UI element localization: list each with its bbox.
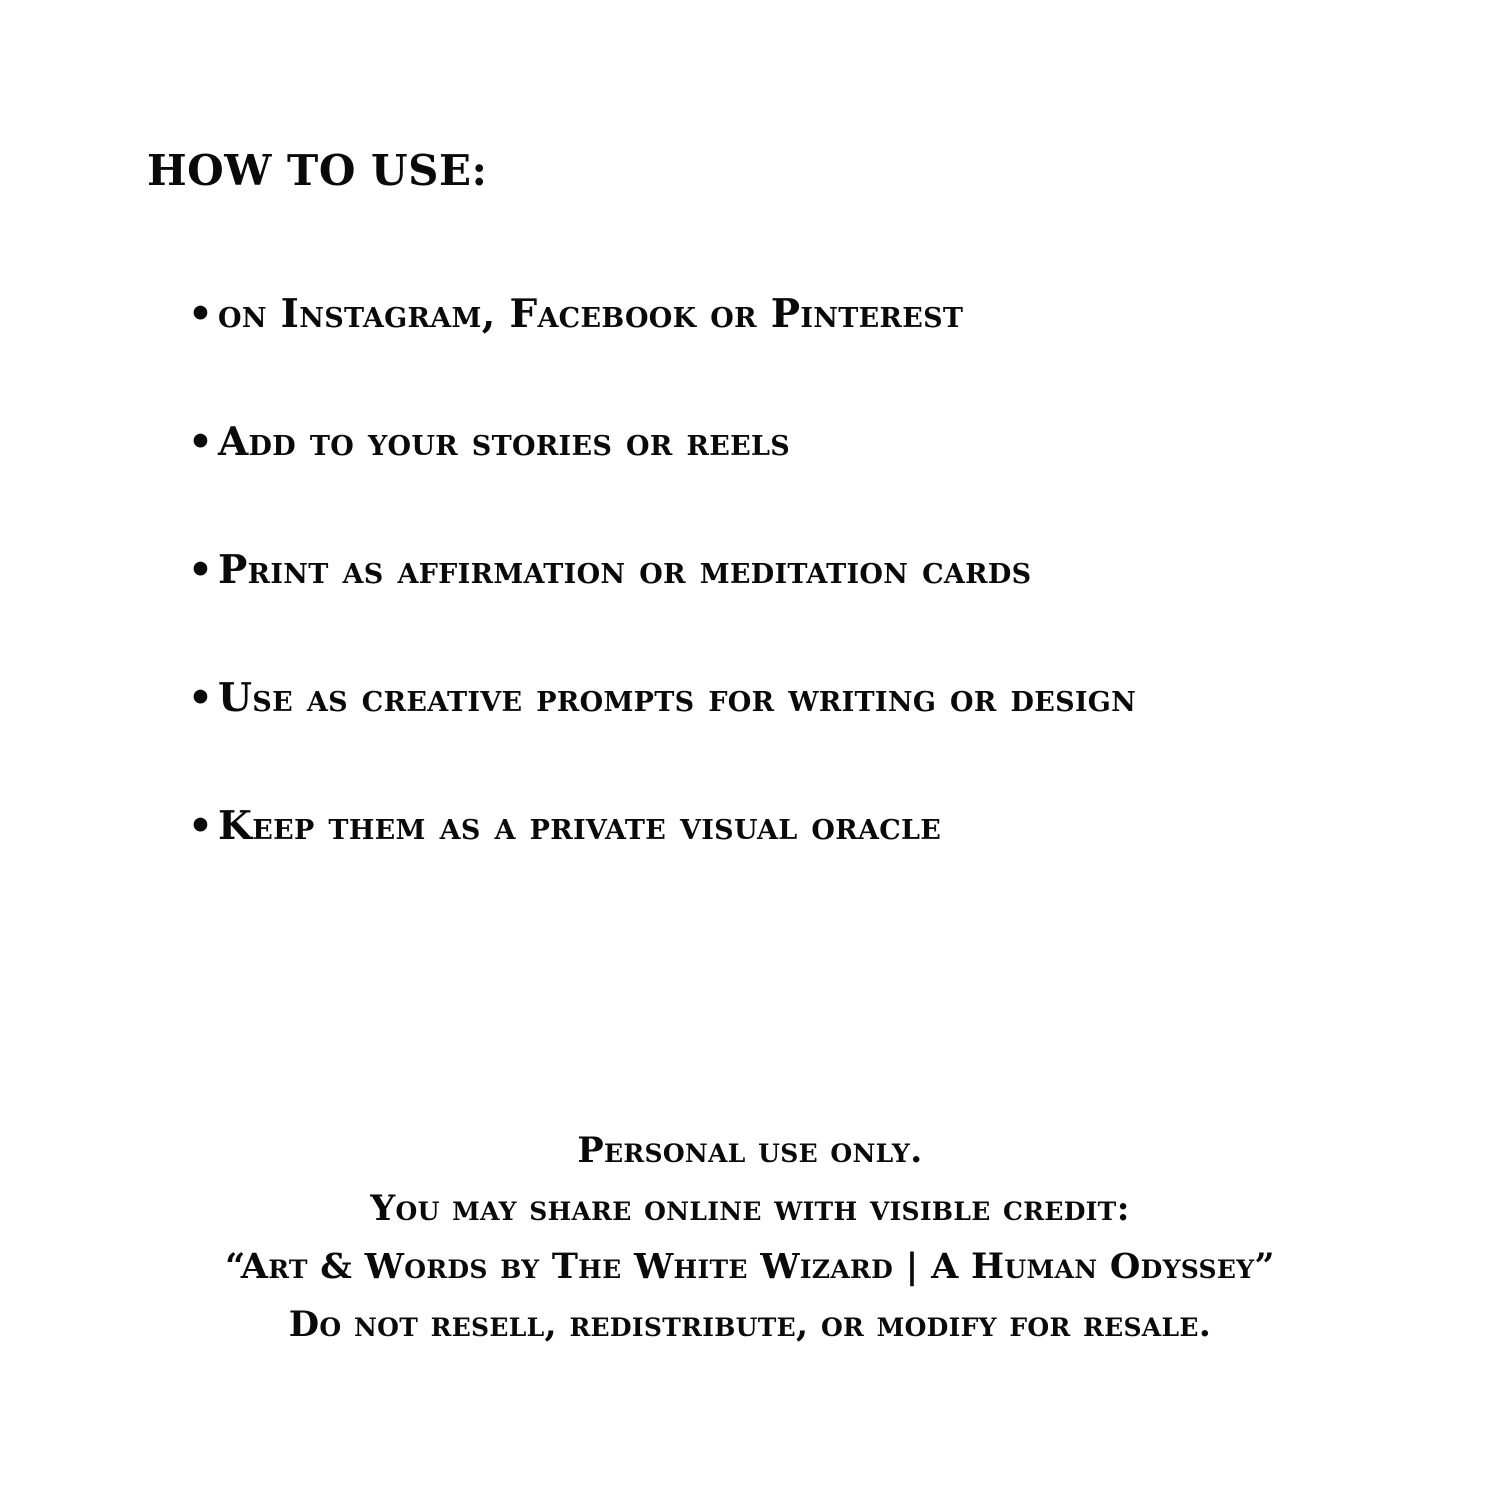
list-item-text: on Instagram, Facebook or Pinterest	[218, 291, 964, 337]
list-item-text: Print as affirmation or meditation cards	[218, 547, 1032, 593]
notice-credit-text: “Art & Words by The White Wizard | A Human Odyssey”	[225, 1246, 1275, 1287]
list-item	[188, 418, 1478, 546]
license-notice	[0, 1122, 1500, 1354]
notice-no-resale: Do not resell, redistribute, or modify for resale.	[288, 1304, 1212, 1345]
list-item-text: Keep them as a private visual oracle	[218, 803, 942, 849]
notice-share-credit: You may share online with visible credit:	[370, 1188, 1130, 1229]
bullet-icon: •	[188, 419, 214, 465]
list-item	[188, 290, 1478, 418]
notice-personal-use: Personal use only.	[577, 1130, 923, 1171]
bullet-icon: •	[188, 291, 214, 337]
usage-list	[188, 290, 1478, 930]
bullet-icon: •	[188, 675, 214, 721]
bullet-icon: •	[188, 547, 214, 593]
list-item-text: Add to your stories or reels	[218, 419, 791, 465]
list-item	[188, 802, 1478, 930]
list-item-text: Use as creative prompts for writing or design	[218, 675, 1137, 721]
page-title: HOW TO USE:	[147, 146, 488, 195]
bullet-icon: •	[188, 803, 214, 849]
list-item	[188, 674, 1478, 802]
list-item	[188, 546, 1478, 674]
